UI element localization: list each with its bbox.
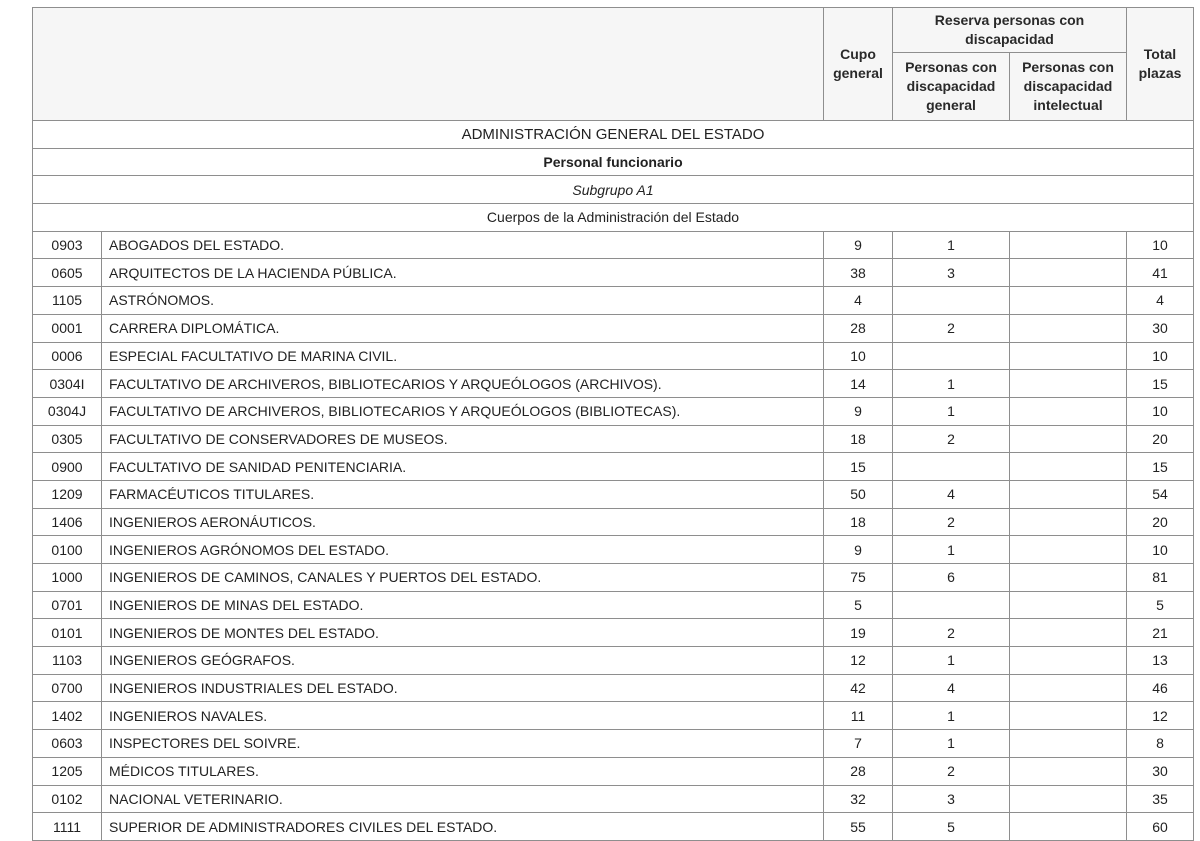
table-row: [33, 674, 1194, 702]
table-row: [33, 342, 1194, 370]
header-discapacidad-intelectual: Personas con discapacidad intelectual: [1010, 53, 1127, 121]
table-header: [33, 8, 1194, 121]
row-cupo-general: 50: [824, 480, 893, 508]
row-total-plazas: 10: [1127, 536, 1194, 564]
row-cupo-general: 15: [824, 453, 893, 481]
row-cupo-general: 9: [824, 397, 893, 425]
row-discapacidad-general: [893, 591, 1010, 619]
row-name: ESPECIAL FACULTATIVO DE MARINA CIVIL.: [102, 342, 824, 370]
row-code: 0101: [33, 619, 102, 647]
row-code: 1209: [33, 480, 102, 508]
row-cupo-general: 14: [824, 370, 893, 398]
row-discapacidad-intelectual: [1010, 591, 1127, 619]
row-discapacidad-intelectual: [1010, 536, 1127, 564]
row-cupo-general: 4: [824, 287, 893, 315]
row-code: 0100: [33, 536, 102, 564]
row-total-plazas: 41: [1127, 259, 1194, 287]
row-name: INGENIEROS DE CAMINOS, CANALES Y PUERTOS DEL ESTADO.: [102, 564, 824, 592]
row-name: NACIONAL VETERINARIO.: [102, 785, 824, 813]
row-total-plazas: 20: [1127, 508, 1194, 536]
row-discapacidad-general: 1: [893, 647, 1010, 675]
plazas-table: [32, 7, 1194, 841]
table-row: [33, 370, 1194, 398]
row-name: ABOGADOS DEL ESTADO.: [102, 231, 824, 259]
table-row: [33, 287, 1194, 315]
row-code: 0304J: [33, 397, 102, 425]
header-reserva-discapacidad: Reserva personas con discapacidad: [893, 8, 1127, 53]
row-code: 0304I: [33, 370, 102, 398]
row-discapacidad-intelectual: [1010, 370, 1127, 398]
row-cupo-general: 10: [824, 342, 893, 370]
row-name: SUPERIOR DE ADMINISTRADORES CIVILES DEL ESTADO.: [102, 813, 824, 841]
table-row: [33, 564, 1194, 592]
table-row: [33, 314, 1194, 342]
row-discapacidad-intelectual: [1010, 480, 1127, 508]
row-discapacidad-general: 6: [893, 564, 1010, 592]
section-subgrupo: Subgrupo A1: [33, 176, 1194, 204]
row-code: 0605: [33, 259, 102, 287]
header-blank-cell: [33, 8, 824, 121]
row-discapacidad-intelectual: [1010, 564, 1127, 592]
row-cupo-general: 18: [824, 425, 893, 453]
table-row: [33, 259, 1194, 287]
row-discapacidad-intelectual: [1010, 674, 1127, 702]
row-discapacidad-intelectual: [1010, 757, 1127, 785]
table-row: [33, 480, 1194, 508]
row-code: 0701: [33, 591, 102, 619]
row-discapacidad-intelectual: [1010, 425, 1127, 453]
row-discapacidad-intelectual: [1010, 453, 1127, 481]
row-code: 0305: [33, 425, 102, 453]
row-name: INGENIEROS AGRÓNOMOS DEL ESTADO.: [102, 536, 824, 564]
row-cupo-general: 7: [824, 730, 893, 758]
row-discapacidad-general: 2: [893, 314, 1010, 342]
table-row: [33, 813, 1194, 841]
row-name: FACULTATIVO DE CONSERVADORES DE MUSEOS.: [102, 425, 824, 453]
row-code: 1402: [33, 702, 102, 730]
row-name: FACULTATIVO DE ARCHIVEROS, BIBLIOTECARIOS Y ARQUEÓLOGOS (BIBLIOTECAS).: [102, 397, 824, 425]
table-row: [33, 591, 1194, 619]
row-total-plazas: 15: [1127, 370, 1194, 398]
row-discapacidad-intelectual: [1010, 259, 1127, 287]
row-name: INGENIEROS NAVALES.: [102, 702, 824, 730]
row-name: MÉDICOS TITULARES.: [102, 757, 824, 785]
row-code: 1105: [33, 287, 102, 315]
row-name: CARRERA DIPLOMÁTICA.: [102, 314, 824, 342]
row-code: 1406: [33, 508, 102, 536]
table-row: [33, 619, 1194, 647]
row-discapacidad-general: [893, 453, 1010, 481]
table-row: [33, 702, 1194, 730]
row-discapacidad-general: 2: [893, 619, 1010, 647]
row-discapacidad-intelectual: [1010, 342, 1127, 370]
section-cuerpos: Cuerpos de la Administración del Estado: [33, 204, 1194, 232]
row-discapacidad-intelectual: [1010, 785, 1127, 813]
row-discapacidad-intelectual: [1010, 314, 1127, 342]
table-row: [33, 425, 1194, 453]
row-code: 0102: [33, 785, 102, 813]
row-cupo-general: 12: [824, 647, 893, 675]
table-row: [33, 397, 1194, 425]
row-discapacidad-general: [893, 287, 1010, 315]
row-code: 0700: [33, 674, 102, 702]
row-name: ARQUITECTOS DE LA HACIENDA PÚBLICA.: [102, 259, 824, 287]
row-name: INGENIEROS DE MINAS DEL ESTADO.: [102, 591, 824, 619]
row-total-plazas: 8: [1127, 730, 1194, 758]
row-name: INGENIEROS AERONÁUTICOS.: [102, 508, 824, 536]
header-total-plazas: Total plazas: [1127, 8, 1194, 121]
row-discapacidad-intelectual: [1010, 508, 1127, 536]
section-administracion: ADMINISTRACIÓN GENERAL DEL ESTADO: [33, 121, 1194, 149]
row-cupo-general: 42: [824, 674, 893, 702]
row-discapacidad-general: 1: [893, 702, 1010, 730]
row-total-plazas: 60: [1127, 813, 1194, 841]
row-cupo-general: 19: [824, 619, 893, 647]
row-discapacidad-intelectual: [1010, 813, 1127, 841]
row-discapacidad-general: 3: [893, 259, 1010, 287]
row-discapacidad-general: 5: [893, 813, 1010, 841]
row-code: 1205: [33, 757, 102, 785]
row-total-plazas: 5: [1127, 591, 1194, 619]
table-row: [33, 453, 1194, 481]
header-discapacidad-general: Personas con discapacidad general: [893, 53, 1010, 121]
row-total-plazas: 20: [1127, 425, 1194, 453]
row-total-plazas: 35: [1127, 785, 1194, 813]
row-code: 1103: [33, 647, 102, 675]
row-name: FACULTATIVO DE ARCHIVEROS, BIBLIOTECARIOS Y ARQUEÓLOGOS (ARCHIVOS).: [102, 370, 824, 398]
row-discapacidad-general: 1: [893, 370, 1010, 398]
row-discapacidad-intelectual: [1010, 730, 1127, 758]
row-discapacidad-general: 1: [893, 536, 1010, 564]
row-total-plazas: 10: [1127, 231, 1194, 259]
table-row: [33, 730, 1194, 758]
row-name: INGENIEROS DE MONTES DEL ESTADO.: [102, 619, 824, 647]
row-total-plazas: 30: [1127, 314, 1194, 342]
table-body: [33, 121, 1194, 841]
row-discapacidad-general: 1: [893, 730, 1010, 758]
row-total-plazas: 54: [1127, 480, 1194, 508]
row-cupo-general: 9: [824, 536, 893, 564]
row-discapacidad-general: 1: [893, 231, 1010, 259]
row-code: 0006: [33, 342, 102, 370]
row-discapacidad-general: 3: [893, 785, 1010, 813]
row-discapacidad-intelectual: [1010, 702, 1127, 730]
row-name: ASTRÓNOMOS.: [102, 287, 824, 315]
row-discapacidad-general: 4: [893, 674, 1010, 702]
row-code: 1111: [33, 813, 102, 841]
row-total-plazas: 10: [1127, 397, 1194, 425]
row-discapacidad-intelectual: [1010, 287, 1127, 315]
row-cupo-general: 28: [824, 757, 893, 785]
row-total-plazas: 46: [1127, 674, 1194, 702]
row-discapacidad-general: [893, 342, 1010, 370]
section-row-personal: [33, 148, 1194, 176]
row-discapacidad-general: 2: [893, 757, 1010, 785]
row-name: INSPECTORES DEL SOIVRE.: [102, 730, 824, 758]
row-cupo-general: 75: [824, 564, 893, 592]
row-code: 0001: [33, 314, 102, 342]
row-cupo-general: 55: [824, 813, 893, 841]
row-total-plazas: 10: [1127, 342, 1194, 370]
section-personal: Personal funcionario: [33, 148, 1194, 176]
row-code: 0903: [33, 231, 102, 259]
table-row: [33, 508, 1194, 536]
row-code: 1000: [33, 564, 102, 592]
table-row: [33, 231, 1194, 259]
row-name: FACULTATIVO DE SANIDAD PENITENCIARIA.: [102, 453, 824, 481]
header-cupo-general: Cupo general: [824, 8, 893, 121]
row-cupo-general: 9: [824, 231, 893, 259]
row-discapacidad-general: 4: [893, 480, 1010, 508]
row-discapacidad-intelectual: [1010, 397, 1127, 425]
row-cupo-general: 18: [824, 508, 893, 536]
table-row: [33, 785, 1194, 813]
row-total-plazas: 21: [1127, 619, 1194, 647]
row-code: 0900: [33, 453, 102, 481]
row-total-plazas: 30: [1127, 757, 1194, 785]
row-discapacidad-intelectual: [1010, 231, 1127, 259]
table-row: [33, 536, 1194, 564]
section-row-administracion: [33, 121, 1194, 149]
row-name: FARMACÉUTICOS TITULARES.: [102, 480, 824, 508]
row-cupo-general: 38: [824, 259, 893, 287]
row-total-plazas: 4: [1127, 287, 1194, 315]
section-row-subgrupo: [33, 176, 1194, 204]
row-discapacidad-intelectual: [1010, 647, 1127, 675]
row-name: INGENIEROS INDUSTRIALES DEL ESTADO.: [102, 674, 824, 702]
row-discapacidad-general: 2: [893, 425, 1010, 453]
row-name: INGENIEROS GEÓGRAFOS.: [102, 647, 824, 675]
row-discapacidad-general: 1: [893, 397, 1010, 425]
row-cupo-general: 5: [824, 591, 893, 619]
row-cupo-general: 32: [824, 785, 893, 813]
row-discapacidad-intelectual: [1010, 619, 1127, 647]
row-total-plazas: 12: [1127, 702, 1194, 730]
row-cupo-general: 28: [824, 314, 893, 342]
row-total-plazas: 15: [1127, 453, 1194, 481]
row-code: 0603: [33, 730, 102, 758]
row-total-plazas: 13: [1127, 647, 1194, 675]
table-row: [33, 757, 1194, 785]
table-row: [33, 647, 1194, 675]
row-discapacidad-general: 2: [893, 508, 1010, 536]
section-row-cuerpos: [33, 204, 1194, 232]
row-cupo-general: 11: [824, 702, 893, 730]
row-total-plazas: 81: [1127, 564, 1194, 592]
